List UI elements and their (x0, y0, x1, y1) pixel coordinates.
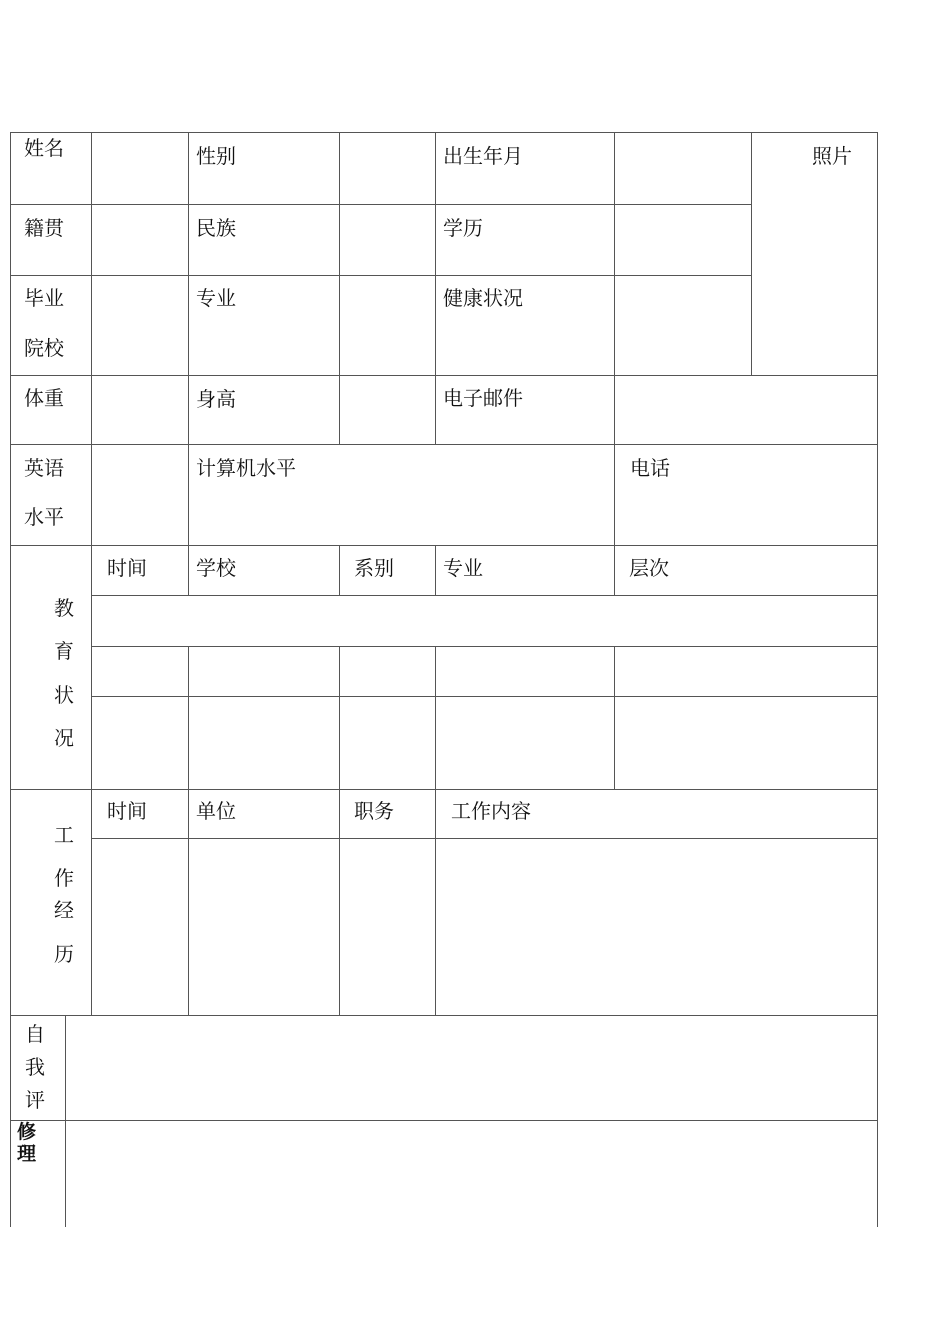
column-divider (435, 789, 436, 1016)
column-divider (188, 132, 189, 545)
photo-column-divider (751, 132, 752, 375)
height-label: 身高 (196, 387, 236, 411)
column-divider (435, 132, 436, 445)
row-divider (10, 204, 752, 205)
work-section-char: 作 (54, 866, 74, 890)
work-header-unit: 单位 (196, 799, 236, 823)
education-section-char: 教 (54, 596, 74, 620)
table-border-left (10, 132, 11, 1227)
column-divider (65, 1015, 66, 1227)
column-divider (188, 545, 189, 596)
column-divider (614, 545, 615, 596)
name-label: 姓名 (24, 136, 64, 160)
education-section-char: 况 (54, 726, 74, 750)
education-header-school: 学校 (196, 556, 236, 580)
photo-label: 照片 (812, 144, 852, 168)
row-divider (10, 1120, 878, 1121)
row-divider (10, 1015, 878, 1016)
education-section-char: 状 (54, 683, 74, 707)
school-label-line2: 院校 (24, 336, 64, 360)
row-divider (10, 444, 878, 445)
english-label-line1: 英语 (24, 456, 64, 480)
native-place-label: 籍贯 (24, 216, 64, 240)
column-divider (91, 444, 92, 545)
phone-label: 电话 (630, 456, 670, 480)
work-section-char: 工 (54, 823, 74, 847)
column-divider (339, 646, 340, 790)
gender-label: 性别 (196, 144, 236, 168)
row-divider (10, 275, 752, 276)
birth-label: 出生年月 (443, 144, 523, 168)
table-border-right (877, 132, 878, 1227)
work-section-char: 经 (54, 898, 74, 922)
column-divider (614, 132, 615, 445)
column-divider (614, 646, 615, 790)
major-label: 专业 (196, 286, 236, 310)
column-divider (435, 545, 436, 596)
cultivation-char: 理 (17, 1143, 37, 1165)
education-header-level: 层次 (629, 556, 669, 580)
education-section-char: 育 (54, 639, 74, 663)
column-divider (435, 646, 436, 790)
work-header-time: 时间 (107, 799, 147, 823)
row-divider (10, 789, 878, 790)
computer-label: 计算机水平 (196, 456, 296, 480)
column-divider (339, 789, 340, 1016)
row-divider (91, 838, 878, 839)
row-divider (91, 646, 878, 647)
column-divider (339, 132, 340, 445)
column-divider (188, 789, 189, 1016)
self-eval-char: 自 (25, 1022, 45, 1046)
row-divider (10, 375, 878, 376)
column-divider (188, 646, 189, 790)
education-header-department: 系别 (354, 556, 394, 580)
weight-label: 体重 (24, 386, 64, 410)
work-header-position: 职务 (354, 799, 394, 823)
row-divider (91, 696, 878, 697)
column-divider (339, 545, 340, 596)
self-eval-char: 评 (25, 1088, 45, 1112)
health-label: 健康状况 (443, 286, 523, 310)
self-eval-char: 我 (25, 1055, 45, 1079)
education-header-major: 专业 (443, 556, 483, 580)
column-divider (91, 132, 92, 445)
row-divider (91, 595, 878, 596)
row-divider (10, 545, 878, 546)
english-label-line2: 水平 (24, 505, 64, 529)
table-border-top (10, 132, 878, 133)
school-label-line1: 毕业 (24, 286, 64, 310)
email-label: 电子邮件 (443, 386, 523, 410)
column-divider (614, 444, 615, 545)
column-divider (91, 545, 92, 1016)
education-label: 学历 (443, 216, 483, 240)
cultivation-char: 修 (17, 1121, 37, 1143)
work-section-char: 历 (54, 942, 74, 966)
ethnicity-label: 民族 (196, 216, 236, 240)
work-header-content: 工作内容 (451, 799, 531, 823)
education-header-time: 时间 (107, 556, 147, 580)
